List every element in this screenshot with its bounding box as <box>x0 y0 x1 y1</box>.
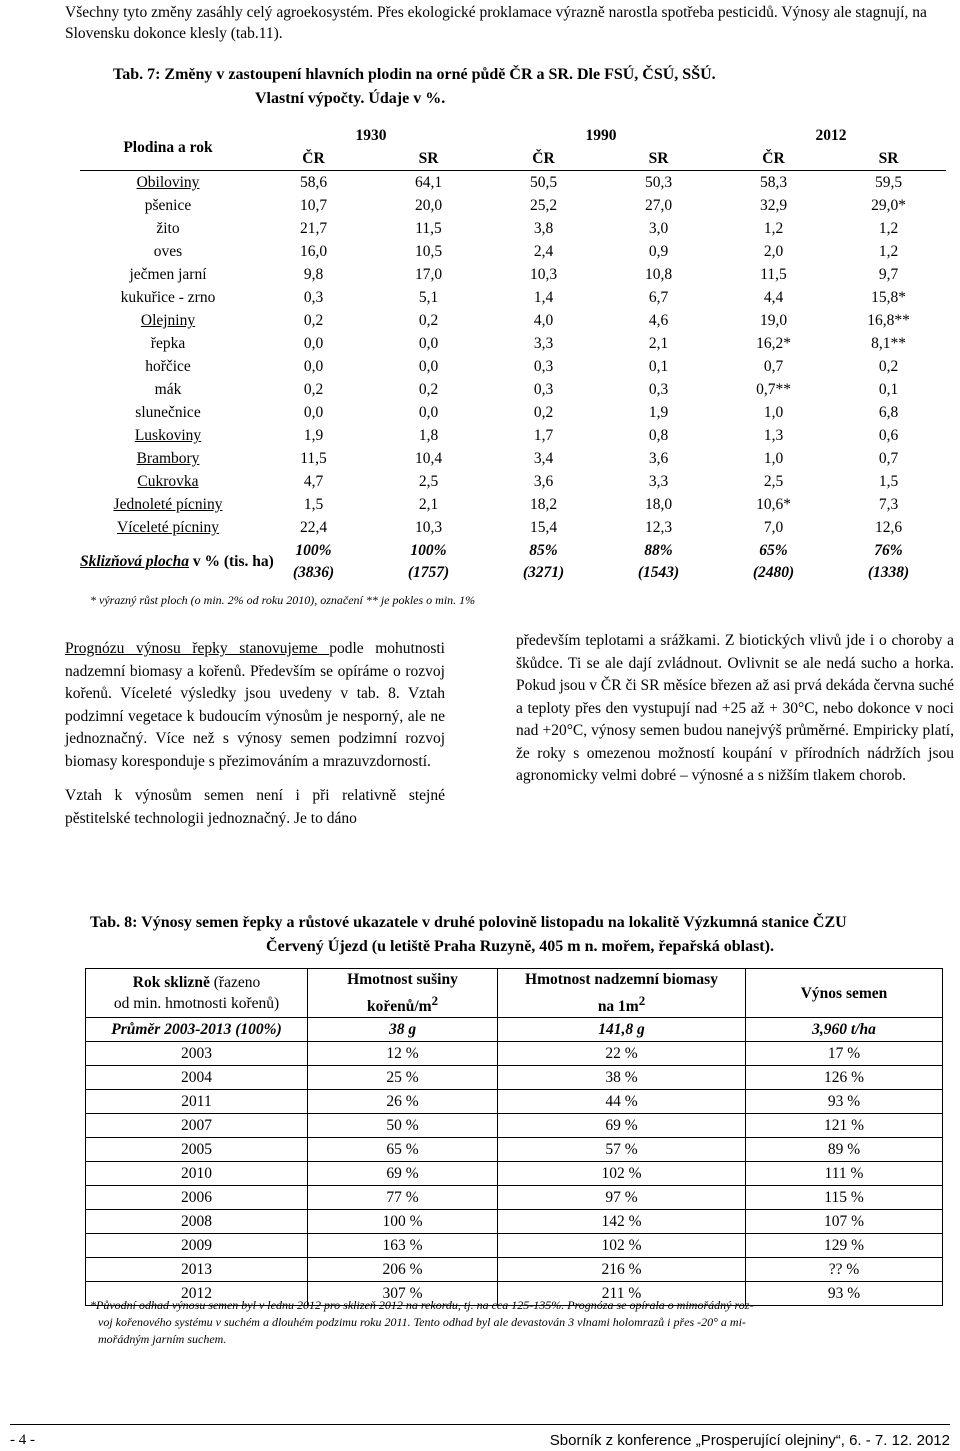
table7-footer-pct: 76% <box>874 541 903 559</box>
table7-cell: 16,2* <box>756 335 791 352</box>
table7-cell: 0,3 <box>533 381 554 398</box>
table7-cell: 0,1 <box>878 381 899 398</box>
table8-cell: 25 % <box>308 1066 498 1090</box>
table8-header-year-line2: od min. hmotnosti kořenů) <box>113 995 280 1013</box>
table7-cell: 0,6 <box>878 427 899 444</box>
left-paragraph-1 <box>65 638 445 773</box>
table7-body <box>80 171 946 540</box>
table8-cell: 307 % <box>308 1282 498 1306</box>
table8-cell: 22 % <box>498 1042 746 1066</box>
table7-cell: 1,0 <box>763 404 784 421</box>
table7-year: 1990 <box>585 127 617 144</box>
table7-cell: 0,2 <box>418 312 439 329</box>
table8-cell: 77 % <box>308 1186 498 1210</box>
table7-row-label <box>80 516 256 539</box>
table8-average-row <box>86 1018 943 1042</box>
table8-cell: 38 % <box>498 1066 746 1090</box>
table7-cell: 0,0 <box>418 358 439 375</box>
table7-row-label-text: kukuřice - zrno <box>120 289 216 306</box>
table7-cell: 32,9 <box>759 197 788 214</box>
table7-cell: 0,8 <box>648 427 669 444</box>
table7-row-label <box>80 240 256 263</box>
table7-cell: 3,0 <box>648 220 669 237</box>
table7-footer-label-1: Sklizňová plocha <box>80 552 189 570</box>
table7-cell: 21,7 <box>299 220 328 237</box>
table7-cell: 0,2 <box>303 312 324 329</box>
table8 <box>85 968 943 1306</box>
table7-cell: 0,7 <box>763 358 784 375</box>
table7-cell: 0,2 <box>533 404 554 421</box>
footer-rule <box>10 1424 950 1425</box>
table8-cell: 12 % <box>308 1042 498 1066</box>
table7-row <box>80 470 946 493</box>
table8-cell: 2004 <box>86 1066 308 1090</box>
table7-footer-pct: 88% <box>644 541 673 559</box>
table8-cell: 216 % <box>498 1258 746 1282</box>
table7-cell: 3,6 <box>648 450 669 467</box>
table7-cell: 3,6 <box>533 473 554 490</box>
table7-cell: 4,6 <box>648 312 669 329</box>
table7-country: SR <box>371 147 486 171</box>
table7-cell: 7,3 <box>878 496 899 513</box>
table8-row <box>86 1162 943 1186</box>
table7-cell: 50,3 <box>644 174 673 191</box>
table7-row-label <box>80 470 256 493</box>
table7-cell: 1,3 <box>763 427 784 444</box>
table8-cell: 115 % <box>746 1186 943 1210</box>
table7-row-label <box>80 447 256 470</box>
table7-cell: 2,4 <box>533 243 554 260</box>
table7-footer-pct: 100% <box>295 541 332 559</box>
table8-caption-line1: Tab. 8: Výnosy semen řepky a růstové ukazatele v druhé polovině listopadu na lokalitě Výzkumná stanice ČZU <box>90 914 847 931</box>
table7-cell: 0,7** <box>756 381 791 398</box>
table7-row <box>80 309 946 332</box>
table7-row <box>80 493 946 516</box>
table7-row-label <box>80 493 256 516</box>
table7-cell: 10,4 <box>414 450 443 467</box>
table8-note <box>90 1297 950 1348</box>
table7-row-label-text: slunečnice <box>135 404 201 421</box>
table8-cell: 129 % <box>746 1234 943 1258</box>
table7-year: 2012 <box>815 127 847 144</box>
table8-row <box>86 1210 943 1234</box>
table7-footer-row <box>80 539 946 561</box>
table7-cell: 22,4 <box>299 519 328 536</box>
table7-footer-abs: (2480) <box>752 563 795 581</box>
table7-cell: 6,8 <box>878 404 899 421</box>
table7-cell: 2,0 <box>763 243 784 260</box>
table7-row-label-text: Obiloviny <box>136 174 200 191</box>
table8-cell: 50 % <box>308 1114 498 1138</box>
table8-header-biomass-sup: 2 <box>638 993 646 1008</box>
table7-row-label-text: Luskoviny <box>134 427 202 444</box>
table7-cell: 16,0 <box>299 243 328 260</box>
table8-avg-cell: 141,8 g <box>498 1018 746 1042</box>
table7-cell: 0,1 <box>648 358 669 375</box>
table7-cell: 58,3 <box>759 174 788 191</box>
table7-row-label-text: Olejniny <box>140 312 196 329</box>
table8-cell: 2012 <box>86 1282 308 1306</box>
table8-cell: 121 % <box>746 1114 943 1138</box>
table8-cell: 97 % <box>498 1186 746 1210</box>
table7-cell: 4,0 <box>533 312 554 329</box>
left-column <box>65 638 445 842</box>
table7-row-label-text: řepka <box>150 335 186 352</box>
table8-header-yield: Výnos semen <box>746 969 943 1018</box>
table8-avg-cell: 3,960 t/ha <box>746 1018 943 1042</box>
table7-cell: 59,5 <box>874 174 903 191</box>
table7-cell: 1,2 <box>763 220 784 237</box>
table7-cell: 12,6 <box>874 519 903 536</box>
table8-cell: 206 % <box>308 1258 498 1282</box>
table7-cell: 10,8 <box>644 266 673 283</box>
table7-cell: 9,8 <box>303 266 324 283</box>
table7-caption-line2: Vlastní výpočty. Údaje v %. <box>255 90 446 107</box>
table7-cell: 12,3 <box>644 519 673 536</box>
intro-paragraph: Všechny tyto změny zasáhly celý agroekosystém. Přes ekologické proklamace výrazně narostla spotřeba pesticidů. Výnosy ale stagnují, na Slovensku dokonce klesly (tab.11). <box>65 4 927 42</box>
table7-row-label <box>80 217 256 240</box>
table7-cell: 1,8 <box>418 427 439 444</box>
table7-row <box>80 194 946 217</box>
table7-cell: 3,8 <box>533 220 554 237</box>
table7-cell: 0,7 <box>878 450 899 467</box>
table8-cell: 2007 <box>86 1114 308 1138</box>
table8-cell: 126 % <box>746 1066 943 1090</box>
table8-avg-cell: 38 g <box>308 1018 498 1042</box>
table8-header-root-mass-line2: kořenů/m <box>366 998 432 1016</box>
table7-footer-pct: 65% <box>759 541 788 559</box>
right-paragraph-1: především teplotami a srážkami. Z biotických vlivů jde i o choroby a škůdce. Ti se ale dají zvládnout. Ovlivnit se ale nedá sucho a horka. Pokud jsou v ČR či SR měsíce březen až asi prvá dekáda června suché a teploty přes den vystupují nad +25 až + 30°C, nebo dokonce v noci nad +20°C, výnosy semen budou nanejvýš průměrné. Empiricky platí, že roky s omezenou možností koupání v přírodních nádržích jsou agronomicky velmi dobré – výnosné a s nižším tlakem chorob. <box>516 632 954 784</box>
table7-cell: 15,4 <box>529 519 558 536</box>
table8-body <box>86 969 943 1306</box>
table8-row <box>86 1258 943 1282</box>
table8-cell: 2011 <box>86 1090 308 1114</box>
table8-header-biomass-line2: na 1m <box>597 998 639 1016</box>
table8-cell: 142 % <box>498 1210 746 1234</box>
table7-header-label: Plodina a rok <box>80 124 256 171</box>
table7-footer-abs: (1338) <box>867 563 910 581</box>
table8-cell: 2013 <box>86 1258 308 1282</box>
table7-row-label-text: Brambory <box>136 450 200 467</box>
table7-cell: 0,3 <box>303 289 324 306</box>
table7-row-label <box>80 171 256 195</box>
table8-header-biomass <box>498 969 746 1018</box>
table7-cell: 0,2 <box>878 358 899 375</box>
table7-footer-pct: 85% <box>529 541 558 559</box>
table8-cell: 100 % <box>308 1210 498 1234</box>
table8-cell: 2010 <box>86 1162 308 1186</box>
table7-row <box>80 355 946 378</box>
table7-footer-label <box>80 539 274 583</box>
table8-cell: 93 % <box>746 1282 943 1306</box>
table7-year: 1930 <box>355 127 387 144</box>
table7 <box>80 124 946 583</box>
table8-note-line2: voj kořenového systému v suchém a dlouhém podzimu roku 2011. Tento odhad byl ale devastován 3 vlnami holomrazů i přes -20° a mi- <box>98 1315 746 1329</box>
table7-cell: 0,9 <box>648 243 669 260</box>
table7-footer-abs: (1757) <box>407 563 450 581</box>
table7-cell: 10,3 <box>414 519 443 536</box>
proceedings-title: Sborník z konference „Prosperující olejniny“, 6. - 7. 12. 2012 <box>549 1432 950 1449</box>
table8-header-row <box>86 969 943 1018</box>
table7-cell: 58,6 <box>299 174 328 191</box>
left-paragraph-1-rest: podle mohutnosti nadzemní biomasy a kořenů. Především se opíráme o rozvoj kořenů. Víceleté výsledky jsou uvedeny v tab. 8. Vztah podzimní vegetace k budoucím výnosům je nesporný, ale ne jednoznačný. Více než s výnosy semen podzimní rozvoj biomasy koresponduje s přezimováním a mrazuvzdorností. <box>65 640 445 770</box>
table7-cell: 20,0 <box>414 197 443 214</box>
table7-cell: 0,0 <box>418 404 439 421</box>
table7-row-label <box>80 355 256 378</box>
table8-cell: 26 % <box>308 1090 498 1114</box>
table8-cell: 17 % <box>746 1042 943 1066</box>
table7-cell: 11,5 <box>760 266 787 283</box>
table7-cell: 9,7 <box>878 266 899 283</box>
table7-row-label-text: pšenice <box>144 197 192 214</box>
table7-row <box>80 217 946 240</box>
table7-cell: 2,1 <box>648 335 669 352</box>
table8-cell: 163 % <box>308 1234 498 1258</box>
table8-cell: 69 % <box>498 1114 746 1138</box>
table7-cell: 17,0 <box>414 266 443 283</box>
table7-cell: 10,3 <box>529 266 558 283</box>
table8-cell: 2003 <box>86 1042 308 1066</box>
table8-cell: 2008 <box>86 1210 308 1234</box>
table8-note-line3: mořádným jarním suchem. <box>98 1332 227 1346</box>
table7-row <box>80 447 946 470</box>
table7-caption <box>113 63 873 111</box>
table7-row-label <box>80 424 256 447</box>
table7-row-label <box>80 309 256 332</box>
table7-cell: 1,4 <box>533 289 554 306</box>
right-column <box>516 630 954 800</box>
table7-footer-abs: (3836) <box>292 563 335 581</box>
table7-row-label-text: Víceleté pícniny <box>117 519 219 536</box>
table8-cell: 44 % <box>498 1090 746 1114</box>
table7-row-label <box>80 194 256 217</box>
table8-cell: 2006 <box>86 1186 308 1210</box>
table7-cell: 4,4 <box>763 289 784 306</box>
table7-row-label-text: žito <box>156 220 180 237</box>
table7-country: ČR <box>486 147 601 171</box>
table8-cell: 93 % <box>746 1090 943 1114</box>
table7-cell: 0,2 <box>303 381 324 398</box>
table8-cell: 69 % <box>308 1162 498 1186</box>
table7-cell: 0,0 <box>303 335 324 352</box>
table7-row <box>80 240 946 263</box>
table7-row <box>80 378 946 401</box>
table7-cell: 27,0 <box>644 197 673 214</box>
table7-cell: 3,3 <box>533 335 554 352</box>
table7-cell: 25,2 <box>529 197 558 214</box>
table7-cell: 8,1** <box>871 335 906 352</box>
table7-cell: 2,5 <box>763 473 784 490</box>
table8-header-biomass-line1: Hmotnost nadzemní biomasy <box>525 971 718 988</box>
table7-cell: 0,3 <box>648 381 669 398</box>
table8-row <box>86 1042 943 1066</box>
table8-row <box>86 1066 943 1090</box>
table8-cell: ?? % <box>746 1258 943 1282</box>
table8-row <box>86 1114 943 1138</box>
left-paragraph-2: Vztah k výnosům semen není i při relativně stejné pěstitelské technologii jednoznačný. Je to dáno <box>65 787 445 827</box>
table7-cell: 2,1 <box>418 496 439 513</box>
table8-row <box>86 1186 943 1210</box>
table7-row <box>80 263 946 286</box>
table8-cell: 2009 <box>86 1234 308 1258</box>
table7-cell: 19,0 <box>759 312 788 329</box>
table7-cell: 11,5 <box>415 220 442 237</box>
table7-cell: 2,5 <box>418 473 439 490</box>
table7-cell: 50,5 <box>529 174 558 191</box>
table8-cell: 89 % <box>746 1138 943 1162</box>
table8-row <box>86 1090 943 1114</box>
table7-cell: 1,5 <box>303 496 324 513</box>
table7-cell: 1,7 <box>533 427 554 444</box>
table7-row-label <box>80 332 256 355</box>
table8-cell: 107 % <box>746 1210 943 1234</box>
table8-note-line1: *Původní odhad výnosu semen byl v lednu 2012 pro sklizeň 2012 na rekordu, tj. na cca 125-135%. Prognóza se opírala o mimořádný roz- <box>90 1298 754 1312</box>
table8-cell: 57 % <box>498 1138 746 1162</box>
table7-row-label-text: oves <box>153 243 183 260</box>
table7-cell: 0,0 <box>303 404 324 421</box>
table7-row-label-text: mák <box>154 381 182 398</box>
table7-row <box>80 332 946 355</box>
table7-row <box>80 286 946 309</box>
table7-cell: 0,0 <box>418 335 439 352</box>
table8-row <box>86 1138 943 1162</box>
table7-cell: 10,7 <box>299 197 328 214</box>
table8-cell: 65 % <box>308 1138 498 1162</box>
page-number: - 4 - <box>10 1432 35 1448</box>
table8-row <box>86 1234 943 1258</box>
table8-header-root-mass-sup: 2 <box>431 993 439 1008</box>
table7-country: ČR <box>256 147 371 171</box>
table7-cell: 10,6* <box>756 496 791 513</box>
table8-caption-line2: Červený Újezd (u letiště Praha Ruzyně, 405 m n. mořem, řepařská oblast). <box>266 938 774 955</box>
table8-header-root-mass-line1: Hmotnost sušiny <box>347 971 458 988</box>
table7-cell: 16,8** <box>867 312 910 329</box>
table8-cell: 211 % <box>498 1282 746 1306</box>
table7-row-label-text: ječmen jarní <box>129 266 207 283</box>
table7-cell: 1,9 <box>303 427 324 444</box>
table7-row-label-text: Jednoleté pícniny <box>113 496 223 513</box>
table7-row <box>80 401 946 424</box>
table7-cell: 64,1 <box>414 174 443 191</box>
table8-cell: 102 % <box>498 1162 746 1186</box>
table7-footer-abs: (3271) <box>522 563 565 581</box>
left-paragraph-1-underlined: Prognózu výnosu řepky stanovujeme <box>65 640 330 657</box>
table8-cell: 111 % <box>746 1162 943 1186</box>
table7-cell: 4,7 <box>303 473 324 490</box>
table7-country: SR <box>831 147 946 171</box>
table7-row-label-text: Cukrovka <box>137 473 199 490</box>
table7-cell: 1,5 <box>878 473 899 490</box>
table7-cell: 1,0 <box>763 450 784 467</box>
table7-cell: 3,4 <box>533 450 554 467</box>
table7-note: * výrazný růst ploch (o min. 2% od roku 2010), označení ** je pokles o min. 1% <box>90 593 476 607</box>
table7-footer-abs: (1543) <box>637 563 680 581</box>
table7-cell: 18,2 <box>529 496 558 513</box>
table7-cell: 10,5 <box>414 243 443 260</box>
table8-avg-cell: Průměr 2003-2013 (100%) <box>86 1018 308 1042</box>
table8-header-year-bold: Rok sklizně <box>132 974 210 992</box>
table7-row-label <box>80 378 256 401</box>
table7-cell: 0,3 <box>533 358 554 375</box>
table7-row-label-text: hořčice <box>145 358 191 375</box>
table7-country: ČR <box>716 147 831 171</box>
table7-cell: 0,0 <box>303 358 324 375</box>
table7-cell: 29,0* <box>871 197 906 214</box>
table8-header-root-mass <box>308 969 498 1018</box>
table7-caption-line1: Tab. 7: Změny v zastoupení hlavních plodin na orné půdě ČR a SR. Dle FSÚ, ČSÚ, SŠÚ. <box>113 66 716 83</box>
table8-caption <box>90 911 950 959</box>
table7-footer-pct: 100% <box>410 541 447 559</box>
table7-row-label <box>80 401 256 424</box>
table7-cell: 1,2 <box>878 243 899 260</box>
table7-cell: 6,7 <box>648 289 669 306</box>
table7-cell: 18,0 <box>644 496 673 513</box>
table7-row <box>80 516 946 539</box>
table7-cell: 3,3 <box>648 473 669 490</box>
table7-row-label <box>80 263 256 286</box>
table8-header-year <box>86 969 308 1018</box>
table7-footer-label-2: v % (tis. ha) <box>188 552 274 570</box>
table7-row <box>80 171 946 195</box>
table7-cell: 5,1 <box>418 289 439 306</box>
table8-header-year-rest: (řazeno <box>209 974 261 992</box>
table7-cell: 1,9 <box>648 404 669 421</box>
table7-cell: 7,0 <box>763 519 784 536</box>
table7-row-label <box>80 286 256 309</box>
table7-cell: 0,2 <box>418 381 439 398</box>
table8-cell: 102 % <box>498 1234 746 1258</box>
table7-country: SR <box>601 147 716 171</box>
table7-row <box>80 424 946 447</box>
table8-cell: 2005 <box>86 1138 308 1162</box>
table7-cell: 1,2 <box>878 220 899 237</box>
table7-cell: 15,8* <box>871 289 906 306</box>
table7-cell: 11,5 <box>300 450 327 467</box>
